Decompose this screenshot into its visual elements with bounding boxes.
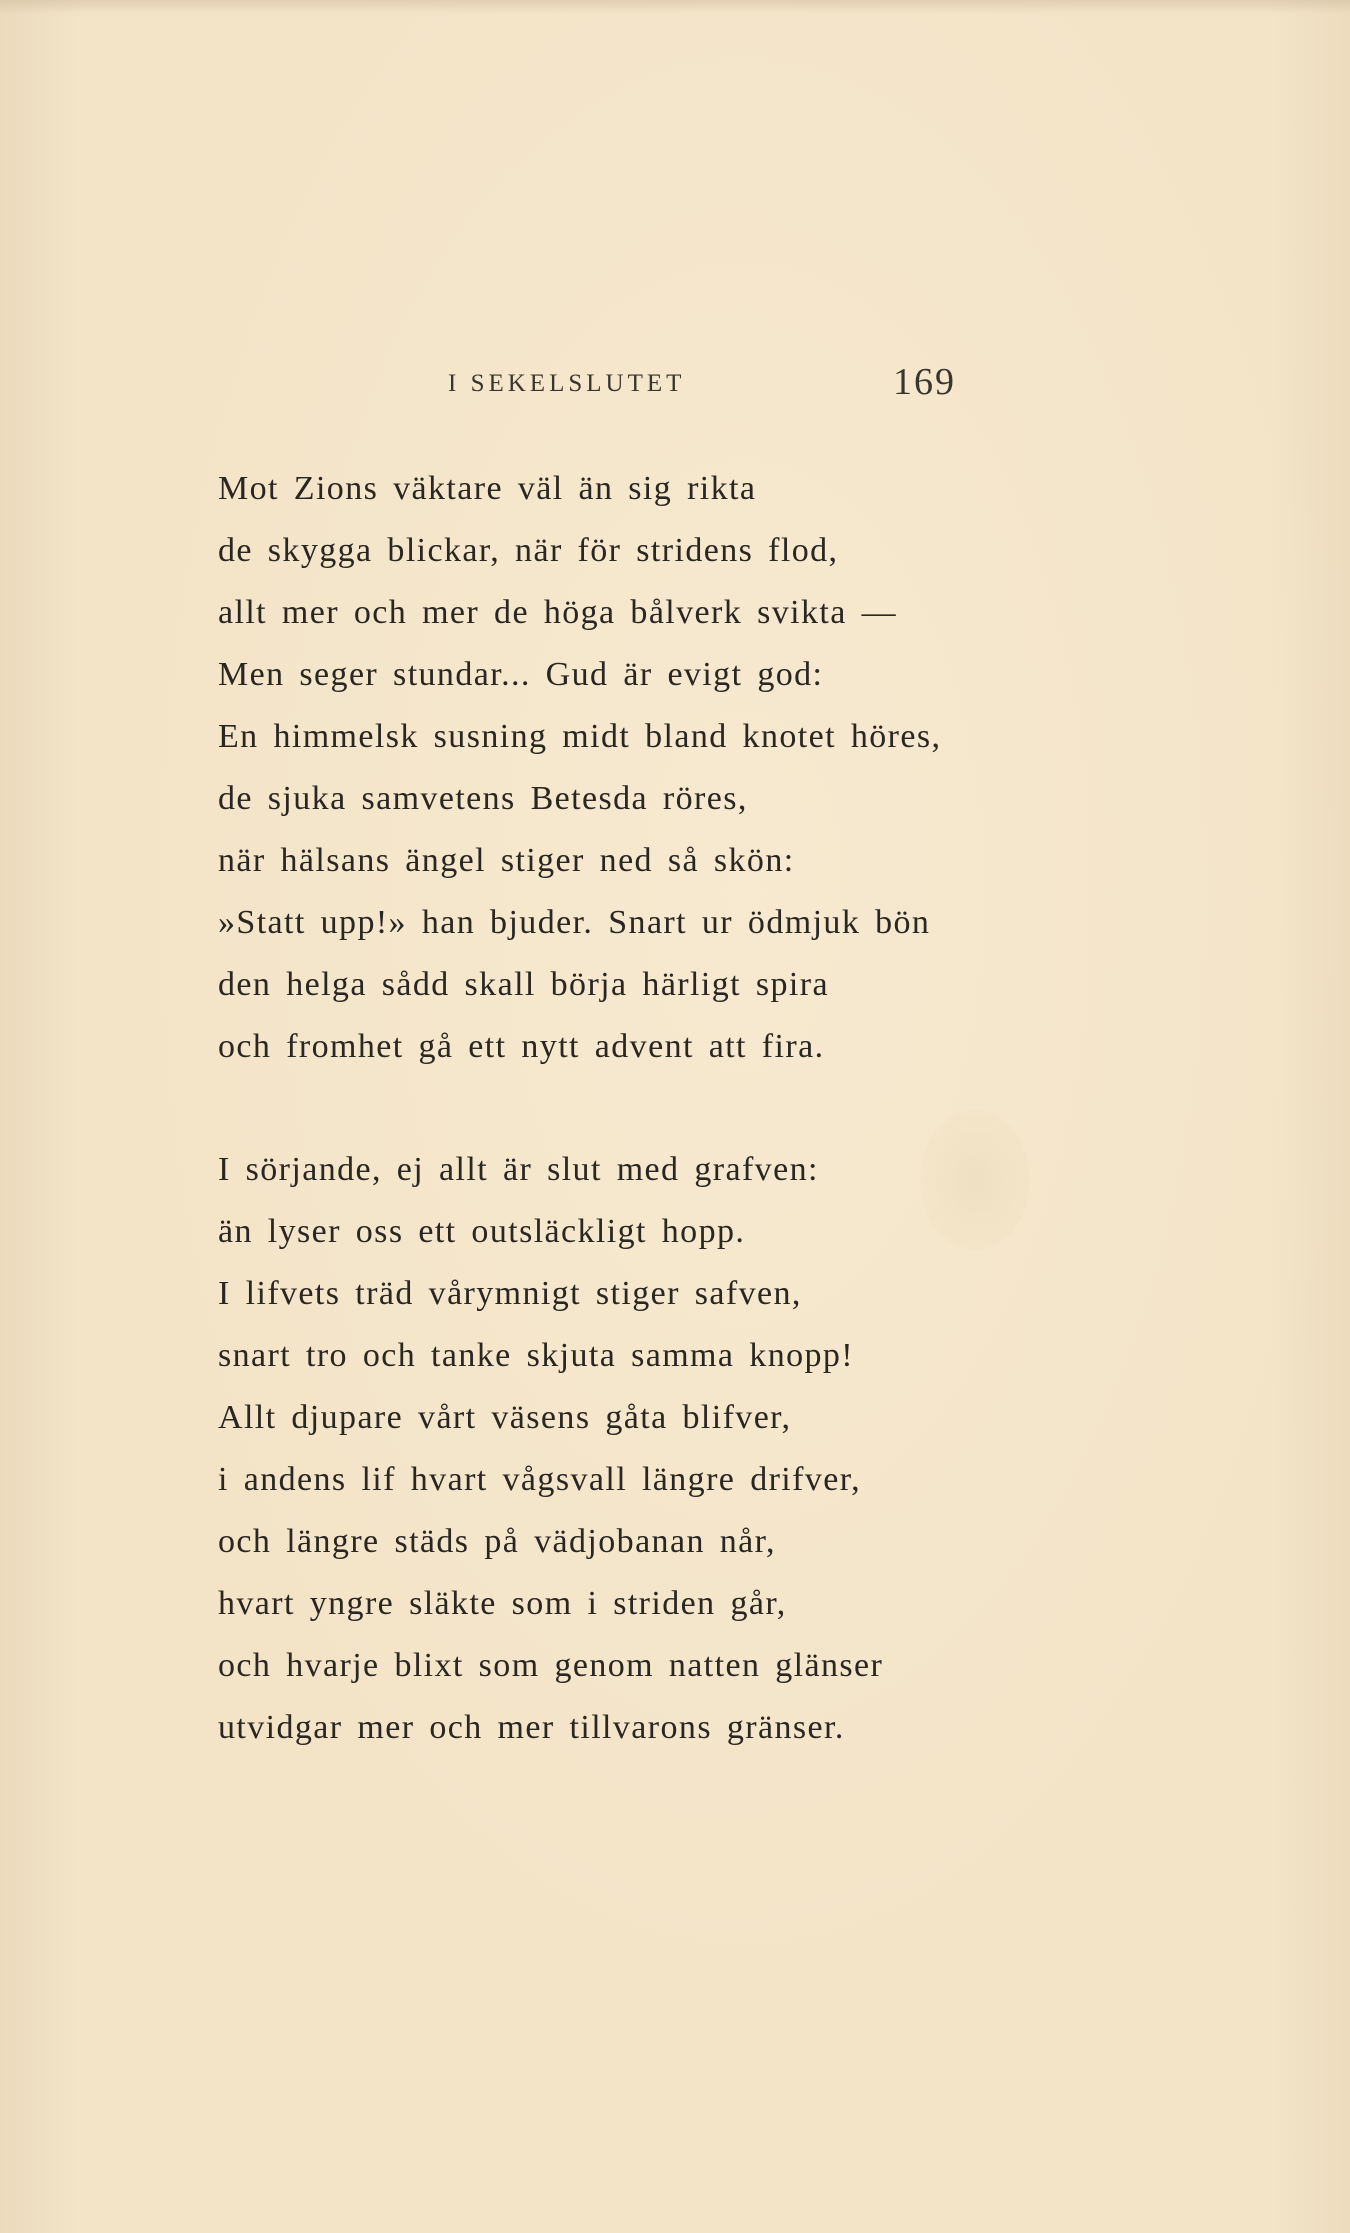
poem-line: när hälsans ängel stiger ned så skön: xyxy=(218,842,795,879)
poem-line: »Statt upp!» han bjuder. Snart ur ödmjuk bön xyxy=(218,904,931,941)
poem-line: utvidgar mer och mer tillvarons gränser. xyxy=(218,1709,845,1746)
poem-line: hvart yngre släkte som i striden går, xyxy=(218,1585,787,1622)
poem xyxy=(218,458,1218,1759)
page-number: 169 xyxy=(893,361,956,403)
running-header xyxy=(0,360,1350,410)
stanza-2 xyxy=(218,1139,1218,1759)
poem-line: de sjuka samvetens Betesda röres, xyxy=(218,780,748,817)
poem-line: I lifvets träd vårymnigt stiger safven, xyxy=(218,1275,802,1312)
poem-line: och fromhet gå ett nytt advent att fira. xyxy=(218,1028,825,1065)
page-top-edge xyxy=(0,0,1350,14)
poem-line: Allt djupare vårt väsens gåta blifver, xyxy=(218,1399,792,1436)
poem-line: den helga sådd skall börja härligt spira xyxy=(218,966,829,1003)
poem-line: och hvarje blixt som genom natten glänser xyxy=(218,1647,884,1684)
poem-line: Men seger stundar... Gud är evigt god: xyxy=(218,656,824,693)
poem-line: de skygga blickar, när för stridens flod, xyxy=(218,532,839,569)
poem-line: snart tro och tanke skjuta samma knopp! xyxy=(218,1337,855,1374)
poem-line: i andens lif hvart vågsvall längre drifver, xyxy=(218,1461,862,1498)
stanza-1 xyxy=(218,458,1218,1078)
poem-line: En himmelsk susning midt bland knotet höres, xyxy=(218,718,942,755)
poem-line: än lyser oss ett outsläckligt hopp. xyxy=(218,1213,746,1250)
poem-line: och längre städs på vädjobanan når, xyxy=(218,1523,776,1560)
running-title: I SEKELSLUTET xyxy=(448,370,686,397)
poem-line: allt mer och mer de höga bålverk svikta — xyxy=(218,594,897,631)
poem-line: Mot Zions väktare väl än sig rikta xyxy=(218,470,757,507)
poem-line: I sörjande, ej allt är slut med grafven: xyxy=(218,1151,819,1188)
